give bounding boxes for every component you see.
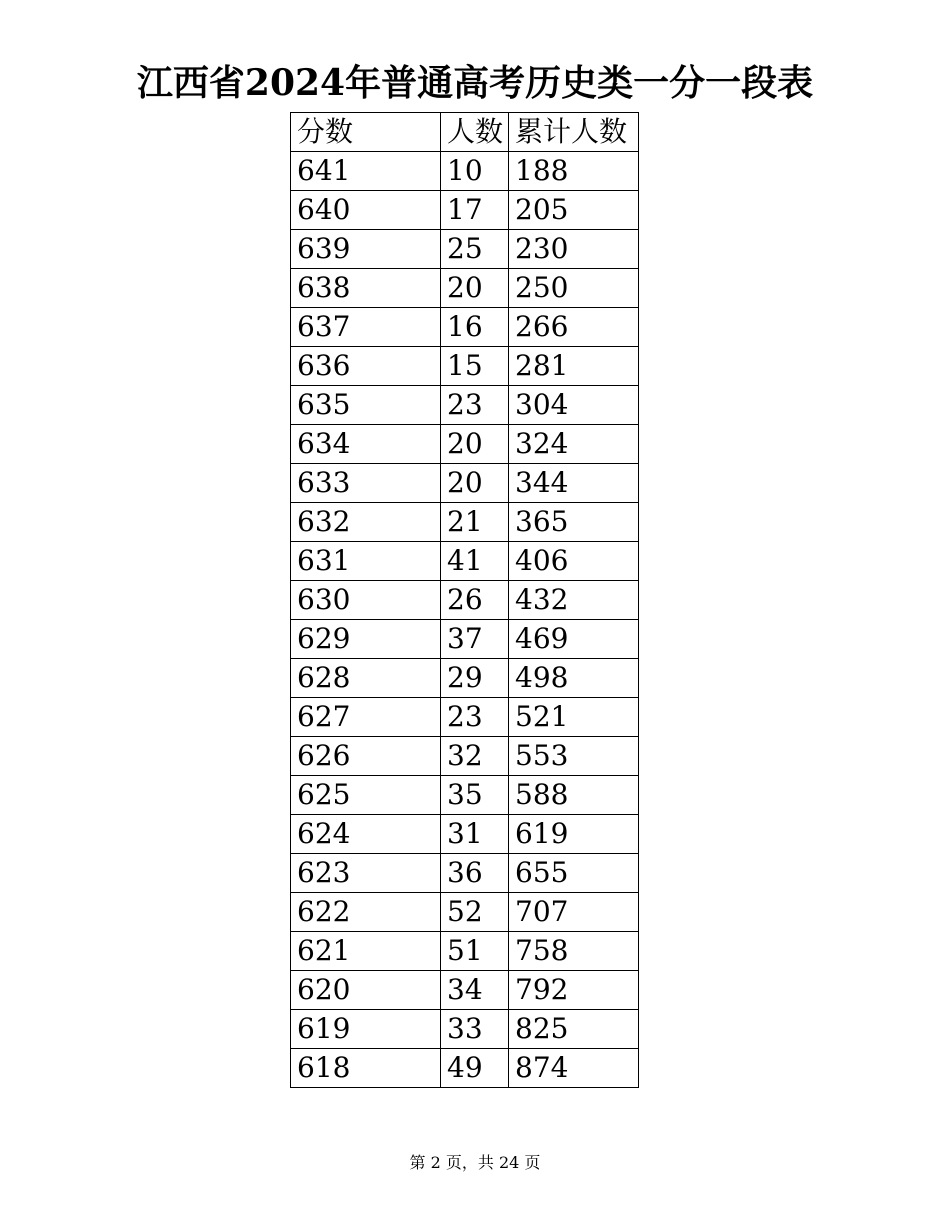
table-row [291,425,639,464]
table-row [291,854,639,893]
table-row [291,464,639,503]
cell-count: 23 [441,386,509,425]
cell-count: 35 [441,776,509,815]
table-row [291,971,639,1010]
table-row [291,1049,639,1088]
table-row [291,269,639,308]
cell-cumulative: 281 [509,347,639,386]
header-score: 分数 [291,113,441,152]
table-row [291,737,639,776]
cell-count: 37 [441,620,509,659]
cell-score: 634 [291,425,441,464]
cell-cumulative: 825 [509,1010,639,1049]
table-row [291,308,639,347]
table-row [291,503,639,542]
cell-count: 41 [441,542,509,581]
cell-cumulative: 707 [509,893,639,932]
cell-count: 31 [441,815,509,854]
table-row [291,542,639,581]
cell-cumulative: 304 [509,386,639,425]
cell-cumulative: 230 [509,230,639,269]
cell-cumulative: 324 [509,425,639,464]
cell-score: 640 [291,191,441,230]
table-row [291,893,639,932]
cell-score: 637 [291,308,441,347]
table-row [291,659,639,698]
cell-score: 622 [291,893,441,932]
table-row [291,191,639,230]
table-header-row [291,113,639,152]
cell-cumulative: 553 [509,737,639,776]
cell-score: 621 [291,932,441,971]
cell-cumulative: 344 [509,464,639,503]
table-row [291,698,639,737]
table-row [291,815,639,854]
cell-score: 629 [291,620,441,659]
cell-cumulative: 758 [509,932,639,971]
cell-score: 639 [291,230,441,269]
table-row [291,620,639,659]
cell-cumulative: 365 [509,503,639,542]
page-footer: 第 2 页，共 24 页 [409,1153,541,1172]
cell-count: 20 [441,425,509,464]
table-row [291,776,639,815]
header-count: 人数 [441,113,509,152]
cell-count: 34 [441,971,509,1010]
table-row [291,347,639,386]
cell-cumulative: 188 [509,152,639,191]
cell-count: 20 [441,269,509,308]
table-row [291,386,639,425]
table-body [291,152,639,1088]
cell-score: 628 [291,659,441,698]
cell-score: 618 [291,1049,441,1088]
cell-cumulative: 498 [509,659,639,698]
cell-score: 626 [291,737,441,776]
cell-score: 638 [291,269,441,308]
cell-count: 15 [441,347,509,386]
cell-score: 630 [291,581,441,620]
cell-count: 21 [441,503,509,542]
cell-score: 624 [291,815,441,854]
cell-count: 33 [441,1010,509,1049]
cell-count: 32 [441,737,509,776]
cell-cumulative: 521 [509,698,639,737]
header-cumulative: 累计人数 [509,113,639,152]
cell-count: 36 [441,854,509,893]
cell-score: 635 [291,386,441,425]
cell-cumulative: 874 [509,1049,639,1088]
cell-score: 620 [291,971,441,1010]
cell-score: 636 [291,347,441,386]
cell-score: 631 [291,542,441,581]
cell-cumulative: 619 [509,815,639,854]
table-row [291,1010,639,1049]
cell-cumulative: 469 [509,620,639,659]
cell-count: 16 [441,308,509,347]
cell-count: 52 [441,893,509,932]
table-row [291,932,639,971]
score-distribution-table [290,112,639,1088]
table-row [291,152,639,191]
cell-count: 20 [441,464,509,503]
cell-cumulative: 588 [509,776,639,815]
cell-count: 51 [441,932,509,971]
cell-cumulative: 432 [509,581,639,620]
cell-score: 641 [291,152,441,191]
cell-count: 29 [441,659,509,698]
cell-count: 17 [441,191,509,230]
cell-count: 25 [441,230,509,269]
cell-cumulative: 205 [509,191,639,230]
cell-count: 10 [441,152,509,191]
cell-cumulative: 266 [509,308,639,347]
cell-cumulative: 406 [509,542,639,581]
cell-cumulative: 792 [509,971,639,1010]
cell-score: 632 [291,503,441,542]
cell-cumulative: 250 [509,269,639,308]
cell-count: 23 [441,698,509,737]
cell-count: 26 [441,581,509,620]
cell-count: 49 [441,1049,509,1088]
cell-score: 619 [291,1010,441,1049]
page-title: 江西省2024年普通高考历史类一分一段表 [136,62,814,104]
cell-score: 633 [291,464,441,503]
cell-cumulative: 655 [509,854,639,893]
table-row [291,230,639,269]
cell-score: 625 [291,776,441,815]
cell-score: 623 [291,854,441,893]
table-row [291,581,639,620]
cell-score: 627 [291,698,441,737]
